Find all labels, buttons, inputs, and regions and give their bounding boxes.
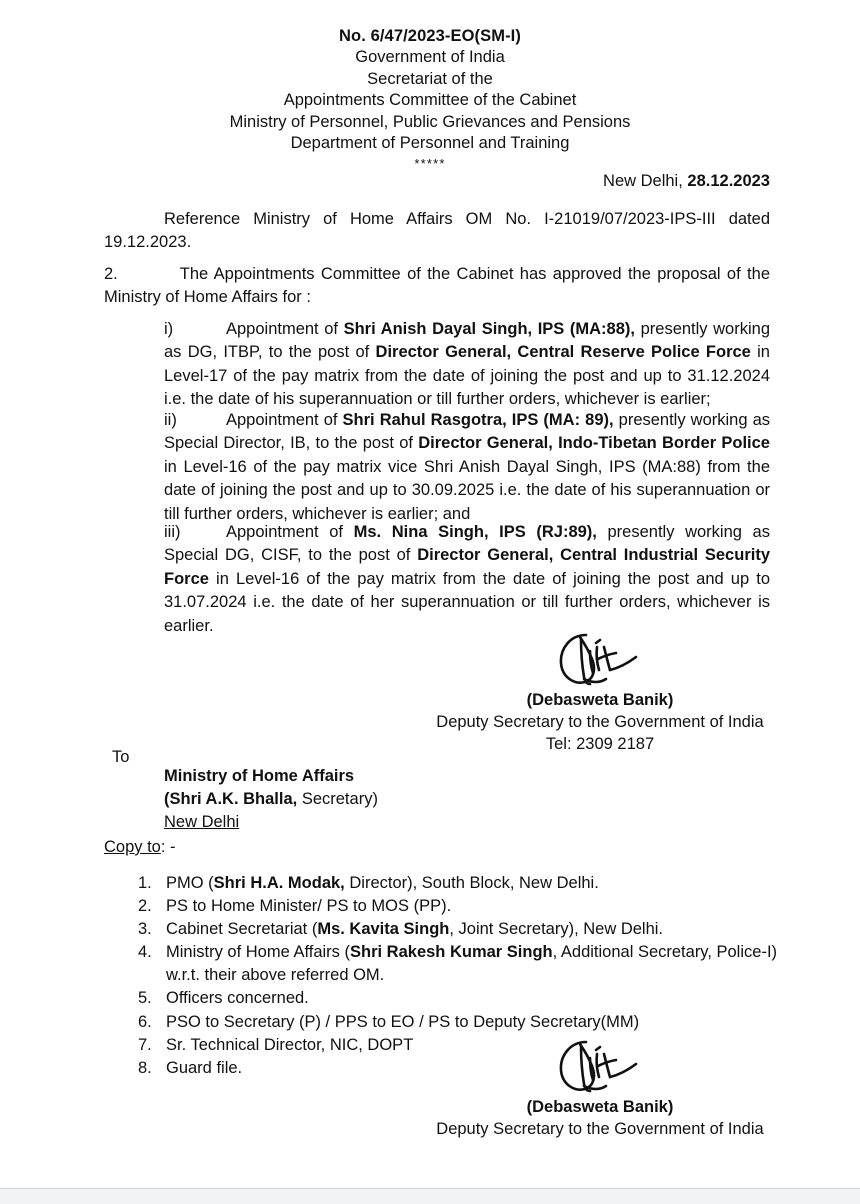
list-item bbox=[138, 941, 778, 964]
list-item bbox=[138, 895, 778, 918]
list-item-text bbox=[166, 918, 778, 941]
clause-post-title: Director General, Central Industrial Security Force bbox=[164, 546, 770, 588]
list-item-post: , Joint Secretary), New Delhi. bbox=[449, 920, 664, 939]
list-item-text bbox=[166, 895, 778, 918]
signatory-name: (Debasweta Banik) bbox=[526, 691, 674, 709]
list-item-pre: Ministry of Home Affairs ( bbox=[166, 943, 350, 962]
list-item-text bbox=[166, 941, 778, 964]
list-item-text: Sr. Technical Director, NIC, DOPT bbox=[166, 1035, 414, 1054]
addressee-organisation: Ministry of Home Affairs bbox=[164, 767, 355, 785]
clause-marker: iii) bbox=[164, 523, 181, 541]
clause-segment-1: Appointment of bbox=[226, 523, 354, 541]
copy-to-label: Copy to bbox=[104, 838, 161, 856]
list-item-index: 8. bbox=[138, 1058, 152, 1077]
signature-block-secondary bbox=[420, 1032, 780, 1140]
clause-item-i bbox=[164, 318, 770, 412]
addressee-city: New Delhi bbox=[164, 812, 240, 831]
list-item-index: 4. bbox=[138, 943, 152, 962]
clause-officer-name: Ms. Nina Singh, IPS (RJ:89), bbox=[353, 523, 597, 541]
clause-officer-name: Shri Anish Dayal Singh, IPS (MA:88), bbox=[343, 320, 635, 338]
list-item-continuation: w.r.t. their above referred OM. bbox=[166, 966, 385, 985]
header-line-ministry: Ministry of Personnel, Public Grievances and Pensions bbox=[229, 112, 631, 131]
list-item-bold: Shri Rakesh Kumar Singh bbox=[350, 943, 553, 962]
list-item-bold: Ms. Kavita Singh bbox=[317, 920, 450, 939]
clause-marker: ii) bbox=[164, 411, 177, 429]
list-item-pre: Cabinet Secretariat ( bbox=[166, 920, 318, 939]
addressee-block bbox=[164, 765, 378, 833]
clause-officer-name: Shri Rahul Rasgotra, IPS (MA: 89), bbox=[342, 411, 614, 429]
clause-marker: i) bbox=[164, 320, 174, 338]
document-date: 28.12.2023 bbox=[687, 172, 770, 190]
clause-segment-3: in Level-16 of the pay matrix from the date of joining the post and up to 31.07.2024 i.e. the date of her superannuation or till further orders, whichever is earlier. bbox=[164, 569, 770, 635]
list-item-text: Guard file. bbox=[166, 1058, 243, 1077]
clause-segment-1: Appointment of bbox=[226, 411, 343, 429]
list-item-index: 1. bbox=[138, 874, 152, 892]
list-item-bold: Shri H.A. Modak, bbox=[213, 874, 345, 892]
paragraph-2 bbox=[104, 263, 770, 310]
signatory-designation: Deputy Secretary to the Government of India bbox=[436, 1120, 764, 1139]
clause-segment-2: presently working as DG, ITBP, to the post of bbox=[164, 320, 770, 362]
clause-segment-2: presently working as Special DG, CISF, to the post of bbox=[164, 523, 770, 565]
list-item-text: Officers concerned. bbox=[166, 989, 309, 1008]
list-item bbox=[138, 1011, 778, 1034]
list-item bbox=[138, 872, 778, 895]
signatory-telephone: Tel: 2309 2187 bbox=[545, 735, 655, 754]
clause-item-iii bbox=[164, 521, 770, 638]
header-line-acc: Appointments Committee of the Cabinet bbox=[283, 91, 577, 110]
clause-item-ii bbox=[164, 409, 770, 526]
addressee-officer-designation: Secretary) bbox=[297, 789, 378, 808]
reference-text: Reference Ministry of Home Affairs OM No. I-21019/07/2023-IPS-III dated 19.12.2023. bbox=[104, 210, 770, 252]
list-item-index: 2. bbox=[138, 897, 152, 916]
list-item-text: PSO to Secretary (P) / PPS to EO / PS to Deputy Secretary(MM) bbox=[166, 1012, 640, 1031]
signatory-designation: Deputy Secretary to the Government of India bbox=[436, 713, 764, 732]
clause-post-title: Director General, Indo-Tibetan Border Police bbox=[418, 434, 770, 453]
signatory-name: (Debasweta Banik) bbox=[526, 1098, 674, 1116]
list-item-post: Director), South Block, New Delhi. bbox=[344, 874, 599, 892]
letterhead bbox=[0, 26, 860, 173]
list-item-post: , Additional Secretary, Police-I) bbox=[552, 943, 778, 962]
handwritten-signature-icon bbox=[420, 625, 780, 689]
header-line-secretariat: Secretariat of the bbox=[367, 69, 493, 88]
list-item-text bbox=[166, 872, 778, 895]
paragraph-2-text: The Appointments Committee of the Cabinet has approved the proposal of the Ministry of Home Affairs for : bbox=[104, 265, 770, 307]
place-and-date bbox=[104, 172, 770, 191]
copy-to-suffix: : - bbox=[160, 838, 176, 856]
addressee-officer bbox=[164, 788, 378, 811]
list-item-index: 5. bbox=[138, 989, 152, 1008]
clause-post-title: Director General, Central Reserve Police Force bbox=[375, 343, 751, 362]
list-item-index: 7. bbox=[138, 1035, 152, 1054]
header-separator-asterisks: ***** bbox=[414, 155, 446, 171]
list-item bbox=[138, 918, 778, 941]
clause-segment-2: presently working as Special Director, IB, to the post of bbox=[164, 411, 771, 453]
page-bottom-gutter bbox=[0, 1188, 860, 1204]
to-label: To bbox=[112, 748, 130, 766]
list-item-pre: PS to Home Minister/ PS to MOS (PP). bbox=[166, 897, 452, 916]
clause-segment-3: in Level-17 of the pay matrix from the date of joining the post and up to 31.12.2024 i.e. the date of his superannuation or till further orders, whichever is earlier; bbox=[164, 343, 770, 409]
copy-to-heading bbox=[104, 838, 176, 857]
clause-segment-1: Appointment of bbox=[226, 320, 344, 338]
signature-block-primary bbox=[420, 625, 780, 755]
list-item-index: 3. bbox=[138, 920, 152, 939]
paragraph-2-number: 2. bbox=[104, 265, 118, 283]
clause-segment-3: in Level-16 of the pay matrix vice Shri Anish Dayal Singh, IPS (MA:88) from the date of joining the post and up to 30.09.2025 i.e. the date of his superannuation or till further orders, whichever is earlier; and bbox=[164, 457, 770, 523]
list-item bbox=[138, 987, 778, 1010]
place-label: New Delhi, bbox=[603, 172, 683, 190]
header-line-government: Government of India bbox=[355, 48, 505, 67]
list-item-index: 6. bbox=[138, 1012, 152, 1031]
file-number: No. 6/47/2023-EO(SM-I) bbox=[339, 27, 521, 45]
reference-paragraph bbox=[104, 208, 770, 255]
addressee-officer-name: (Shri A.K. Bhalla, bbox=[164, 789, 298, 808]
list-item-pre: PMO ( bbox=[166, 874, 214, 892]
handwritten-signature-icon bbox=[420, 1032, 780, 1096]
header-line-department: Department of Personnel and Training bbox=[290, 134, 570, 153]
